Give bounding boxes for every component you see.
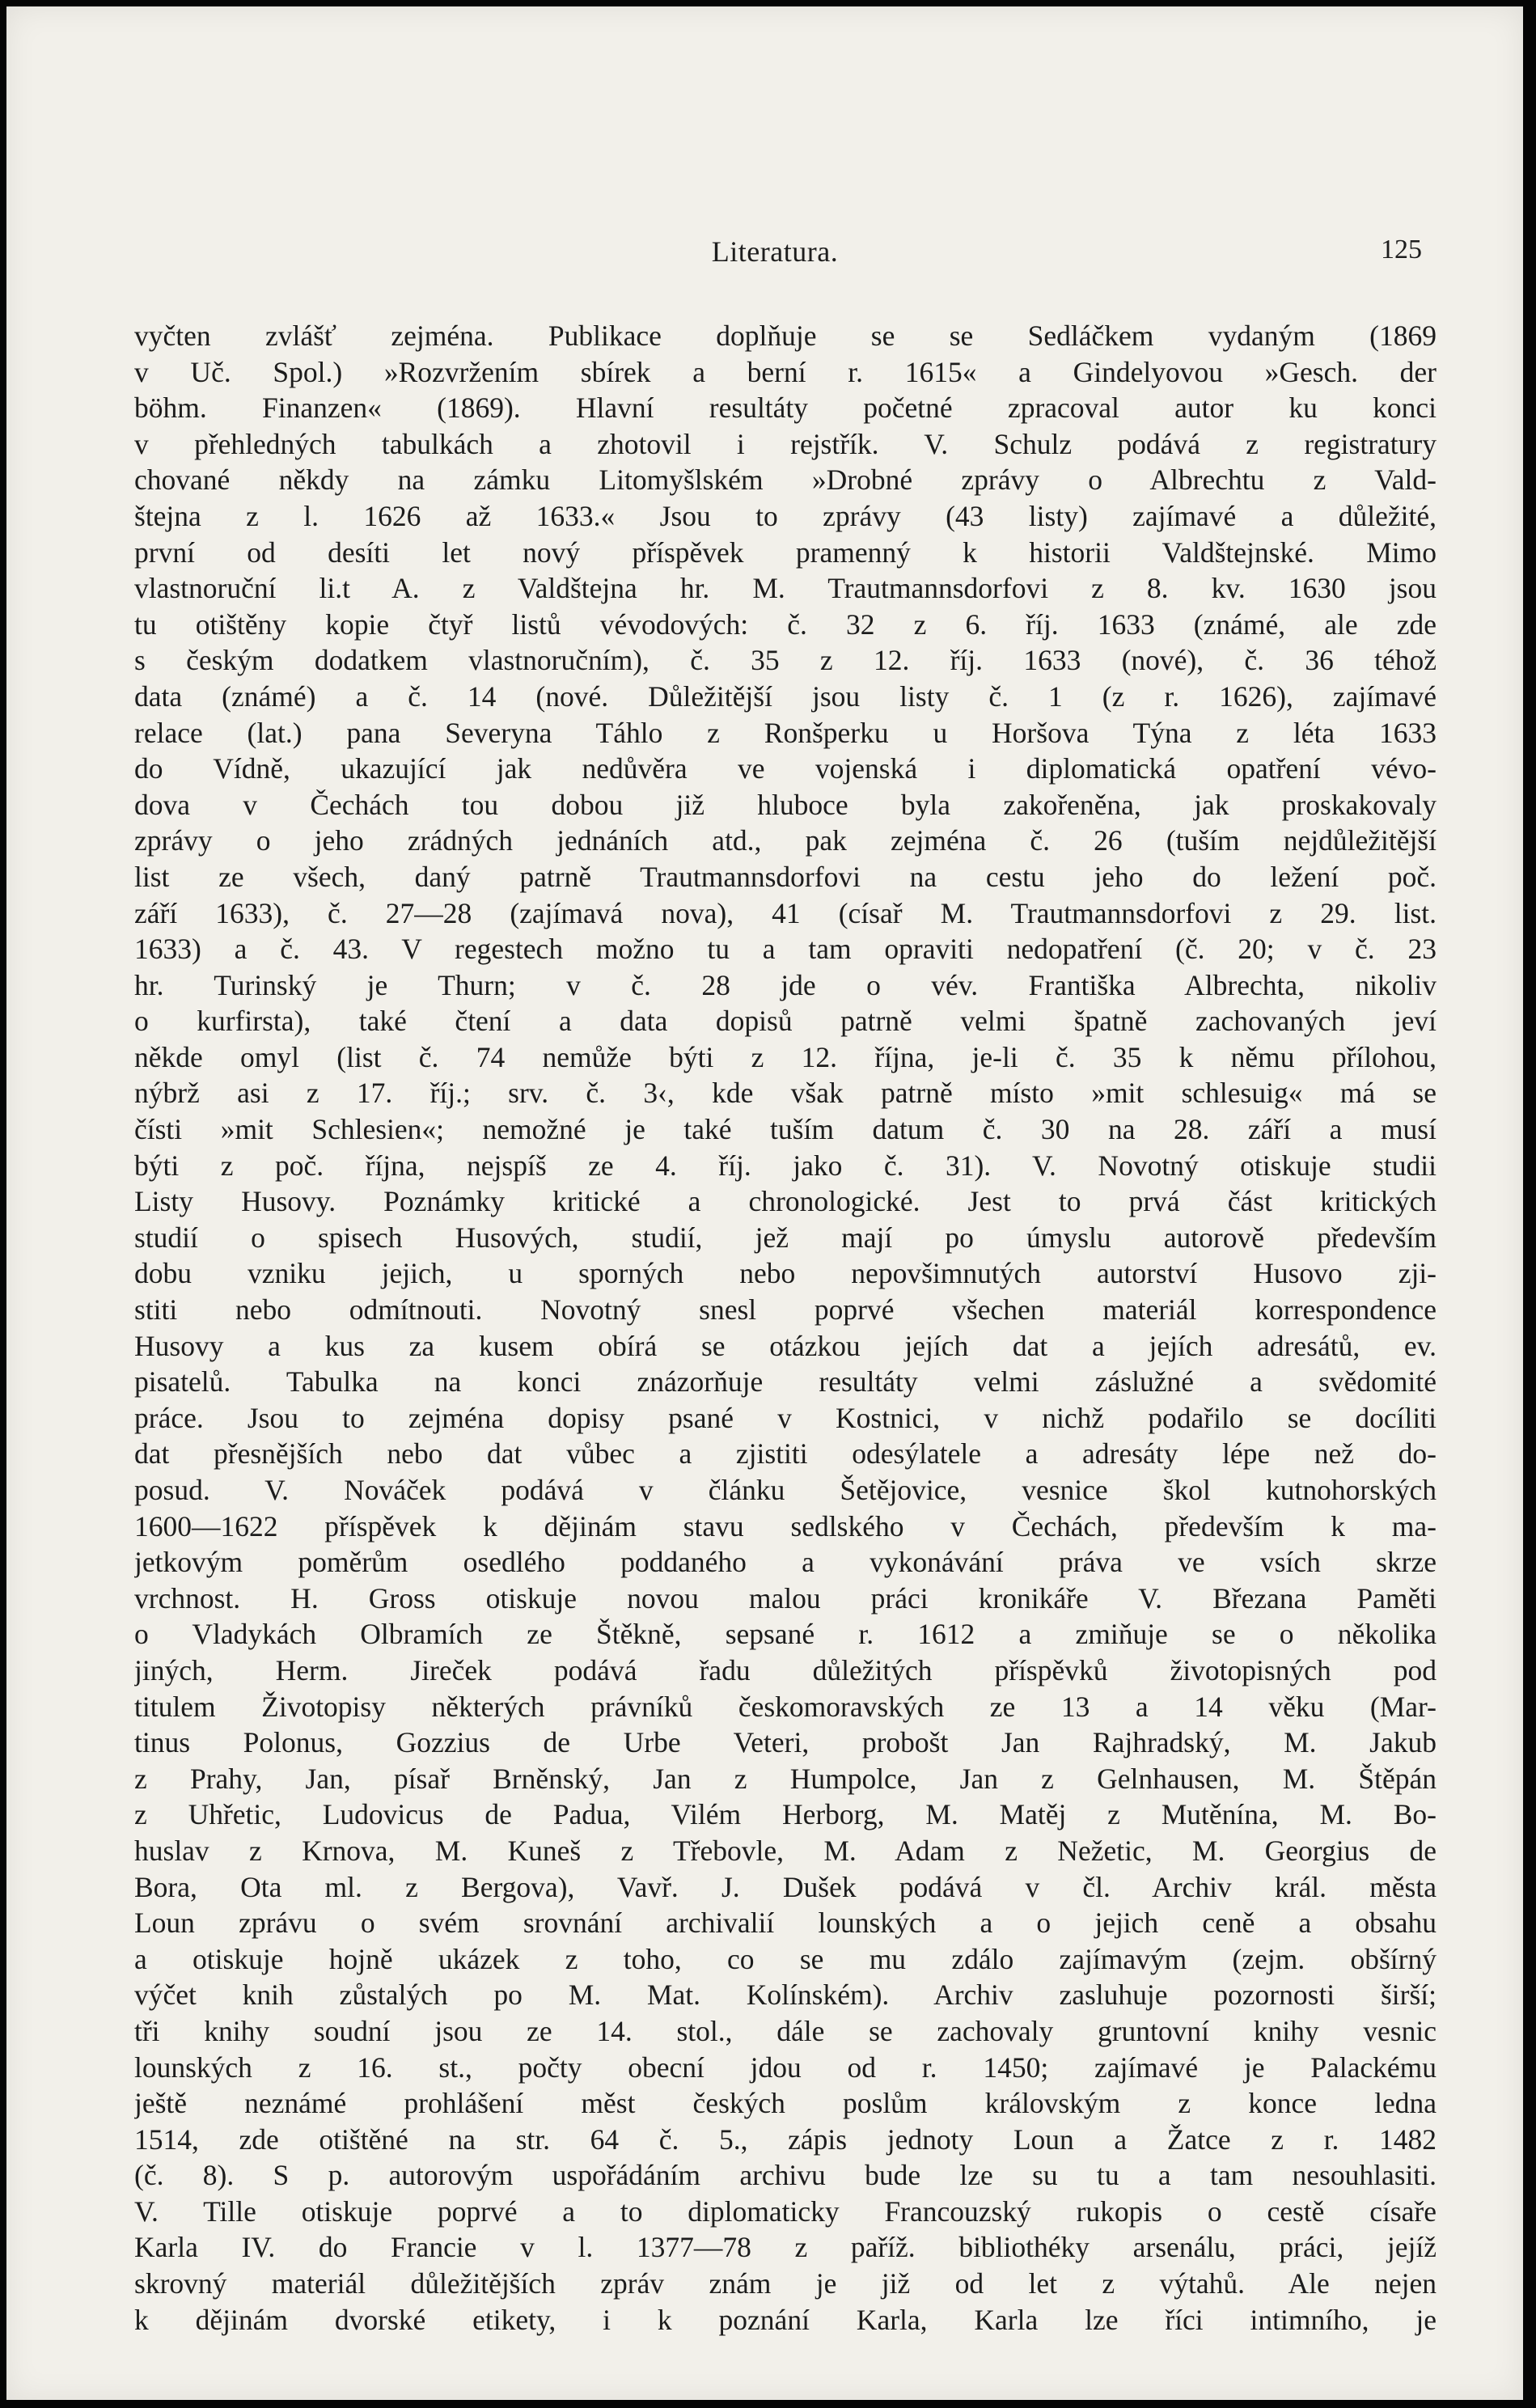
- text-line: někde omyl (list č. 74 nemůže býti z 12. října, je-li č. 35 k němu přílohou,: [134, 1040, 1437, 1073]
- text-line: z Uhřetic, Ludovicus de Padua, Vilém Herborg, M. Matěj z Mutěnína, M. Bo-: [134, 1798, 1437, 1831]
- text-line: ještě neznámé prohlášení měst českých poslům královským z konce ledna: [134, 2087, 1437, 2120]
- book-page: [6, 6, 1523, 2400]
- text-line: böhm. Finanzen« (1869). Hlavní resultáty početné zpracoval autor ku konci: [134, 391, 1437, 425]
- text-line: Karla IV. do Francie v l. 1377—78 z paříž. bibliothéky arsenálu, práci, jejíž: [134, 2231, 1437, 2264]
- running-title: Literatura.: [711, 235, 839, 268]
- text-line: tu otištěny kopie čtyř listů vévodových: č. 32 z 6. říj. 1633 (známé, ale zde: [134, 607, 1437, 641]
- text-line: Listy Husovy. Poznámky kritické a chronologické. Jest to prvá část kritických: [134, 1185, 1437, 1218]
- text-line: z Prahy, Jan, písař Brněnský, Jan z Humpolce, Jan z Gelnhausen, M. Štěpán: [134, 1762, 1437, 1795]
- text-line: v přehledných tabulkách a zhotovil i rejstřík. V. Schulz podává z registratury: [134, 427, 1437, 460]
- page-number: 125: [1381, 235, 1422, 264]
- text-line: posud. V. Nováček podává v článku Šetějovice, vesnice škol kutnohorských: [134, 1474, 1437, 1506]
- text-line: titulem Životopisy některých právníků českomoravských ze 13 a 14 věku (Mar-: [134, 1690, 1437, 1723]
- text-line: v Uč. Spol.) »Rozvržením sbírek a berní r. 1615« a Gindelyovou »Gesch. der: [134, 355, 1437, 388]
- text-line: data (známé) a č. 14 (nové. Důležitější jsou listy č. 1 (z r. 1626), zajímavé: [134, 679, 1437, 713]
- text-line: nýbrž asi z 17. říj.; srv. č. 3‹, kde však patrně místo »mit schlesuig« má se: [134, 1077, 1437, 1110]
- text-line: býti z poč. října, nejspíš ze 4. říj. jako č. 31). V. Novotný otiskuje studii: [134, 1149, 1437, 1182]
- text-line: vrchnost. H. Gross otiskuje novou malou práci kronikáře V. Březana Paměti: [134, 1581, 1437, 1615]
- text-line: pisatelů. Tabulka na konci znázorňuje resultáty velmi záslužné a svědomité: [134, 1365, 1437, 1399]
- text-line: stiti nebo odmítnouti. Novotný snesl poprvé všechen materiál korrespondence: [134, 1293, 1437, 1327]
- text-line: huslav z Krnova, M. Kuneš z Třebovle, M. Adam z Nežetic, M. Georgius de: [134, 1834, 1437, 1867]
- text-line: list ze všech, daný patrně Trautmannsdorfovi na cestu jeho do ležení poč.: [134, 860, 1437, 893]
- text-line: štejna z l. 1626 až 1633.« Jsou to zprávy (43 listy) zajímavé a důležité,: [134, 499, 1437, 532]
- running-head: [128, 235, 1422, 273]
- text-line: výčet knih zůstalých po M. Mat. Kolínském). Archiv zasluhuje pozornosti širší;: [134, 1978, 1437, 2012]
- text-line: 1600—1622 příspěvek k dějinám stavu sedlského v Čechách, především k ma-: [134, 1509, 1437, 1543]
- text-line: dat přesnějších nebo dat vůbec a zjistiti odesýlatele a adresáty lépe než do-: [134, 1437, 1437, 1471]
- text-line: jetkovým poměrům osedlého poddaného a vykonávání práva ve vsích skrze: [134, 1546, 1437, 1579]
- text-line: k dějinám dvorské etikety, i k poznání Karla, Karla lze říci intimního, je: [134, 2303, 1437, 2336]
- text-line: tinus Polonus, Gozzius de Urbe Veteri, probošt Jan Rajhradský, M. Jakub: [134, 1726, 1437, 1759]
- text-line: o kurfirsta), také čtení a data dopisů patrně velmi špatně zachovaných jeví: [134, 1005, 1437, 1038]
- text-line: a otiskuje hojně ukázek z toho, co se mu zdálo zajímavým (zejm. obšírný: [134, 1942, 1437, 1975]
- text-line: práce. Jsou to zejména dopisy psané v Kostnici, v nichž podařilo se docíliti: [134, 1401, 1437, 1434]
- text-line: září 1633), č. 27—28 (zajímavá nova), 41 (císař M. Trautmannsdorfovi z 29. list.: [134, 896, 1437, 929]
- text-line: studií o spisech Husových, studií, jež mají po úmyslu autorově především: [134, 1221, 1437, 1254]
- text-line: relace (lat.) pana Severyna Táhlo z Ronšperku u Horšova Týna z léta 1633: [134, 716, 1437, 749]
- text-line: zprávy o jeho zrádných jednáních atd., pak zejména č. 26 (tuším nejdůležitější: [134, 824, 1437, 857]
- text-line: Bora, Ota ml. z Bergova), Vavř. J. Dušek podává v čl. Archiv král. města: [134, 1870, 1437, 1903]
- text-line: skrovný materiál důležitějších zpráv znám je již od let z výtahů. Ale nejen: [134, 2267, 1437, 2300]
- text-line: chované někdy na zámku Litomyšlském »Drobné zprávy o Albrechtu z Vald-: [134, 463, 1437, 497]
- text-line: vyčten zvlášť zejména. Publikace doplňuje se se Sedláčkem vydaným (1869: [134, 320, 1437, 352]
- text-line: vlastnoruční li.t A. z Valdštejna hr. M. Trautmannsdorfovi z 8. kv. 1630 jsou: [134, 572, 1437, 605]
- text-line: čísti »mit Schlesien«; nemožné je také tuším datum č. 30 na 28. září a musí: [134, 1113, 1437, 1146]
- text-line: Loun zprávu o svém srovnání archivalií lounských a o jejich ceně a obsahu: [134, 1907, 1437, 1940]
- text-line: tři knihy soudní jsou ze 14. stol., dále se zachovaly gruntovní knihy vesnic: [134, 2014, 1437, 2047]
- text-line: dobu vzniku jejich, u sporných nebo nepovšimnutých autorství Husovo zji-: [134, 1257, 1437, 1290]
- text-line: s českým dodatkem vlastnoručním), č. 35 z 12. říj. 1633 (nové), č. 36 téhož: [134, 644, 1437, 677]
- text-line: (č. 8). S p. autorovým uspořádáním archivu bude lze su tu a tam nesouhlasiti.: [134, 2159, 1437, 2192]
- text-line: do Vídně, ukazující jak nedůvěra ve vojenská i diplomatická opatření vévo-: [134, 752, 1437, 785]
- text-line: hr. Turinský je Thurn; v č. 28 jde o vév. Františka Albrechta, nikoliv: [134, 968, 1437, 1001]
- text-line: jiných, Herm. Jireček podává řadu důležitých příspěvků životopisných pod: [134, 1653, 1437, 1686]
- body-text: [134, 318, 1437, 2374]
- text-line: o Vladykách Olbramích ze Štěkně, sepsané r. 1612 a zmiňuje se o několika: [134, 1618, 1437, 1651]
- text-line: 1633) a č. 43. V regestech možno tu a tam opraviti nedopatření (č. 20; v č. 23: [134, 933, 1437, 966]
- text-line: V. Tille otiskuje poprvé a to diplomaticky Francouzský rukopis o cestě císaře: [134, 2194, 1437, 2228]
- text-line: dova v Čechách tou dobou již hluboce byla zakořeněna, jak proskakovaly: [134, 788, 1437, 821]
- text-line: první od desíti let nový příspěvek pramenný k historii Valdštejnské. Mimo: [134, 535, 1437, 569]
- text-line: lounských z 16. st., počty obecní jdou od r. 1450; zajímavé je Palackému: [134, 2050, 1437, 2084]
- text-line: Husovy a kus za kusem obírá se otázkou jejích dat a jejích adresátů, ev.: [134, 1329, 1437, 1362]
- text-line: 1514, zde otištěné na str. 64 č. 5., zápis jednoty Loun a Žatce z r. 1482: [134, 2122, 1437, 2156]
- text-line: [134, 2338, 1437, 2374]
